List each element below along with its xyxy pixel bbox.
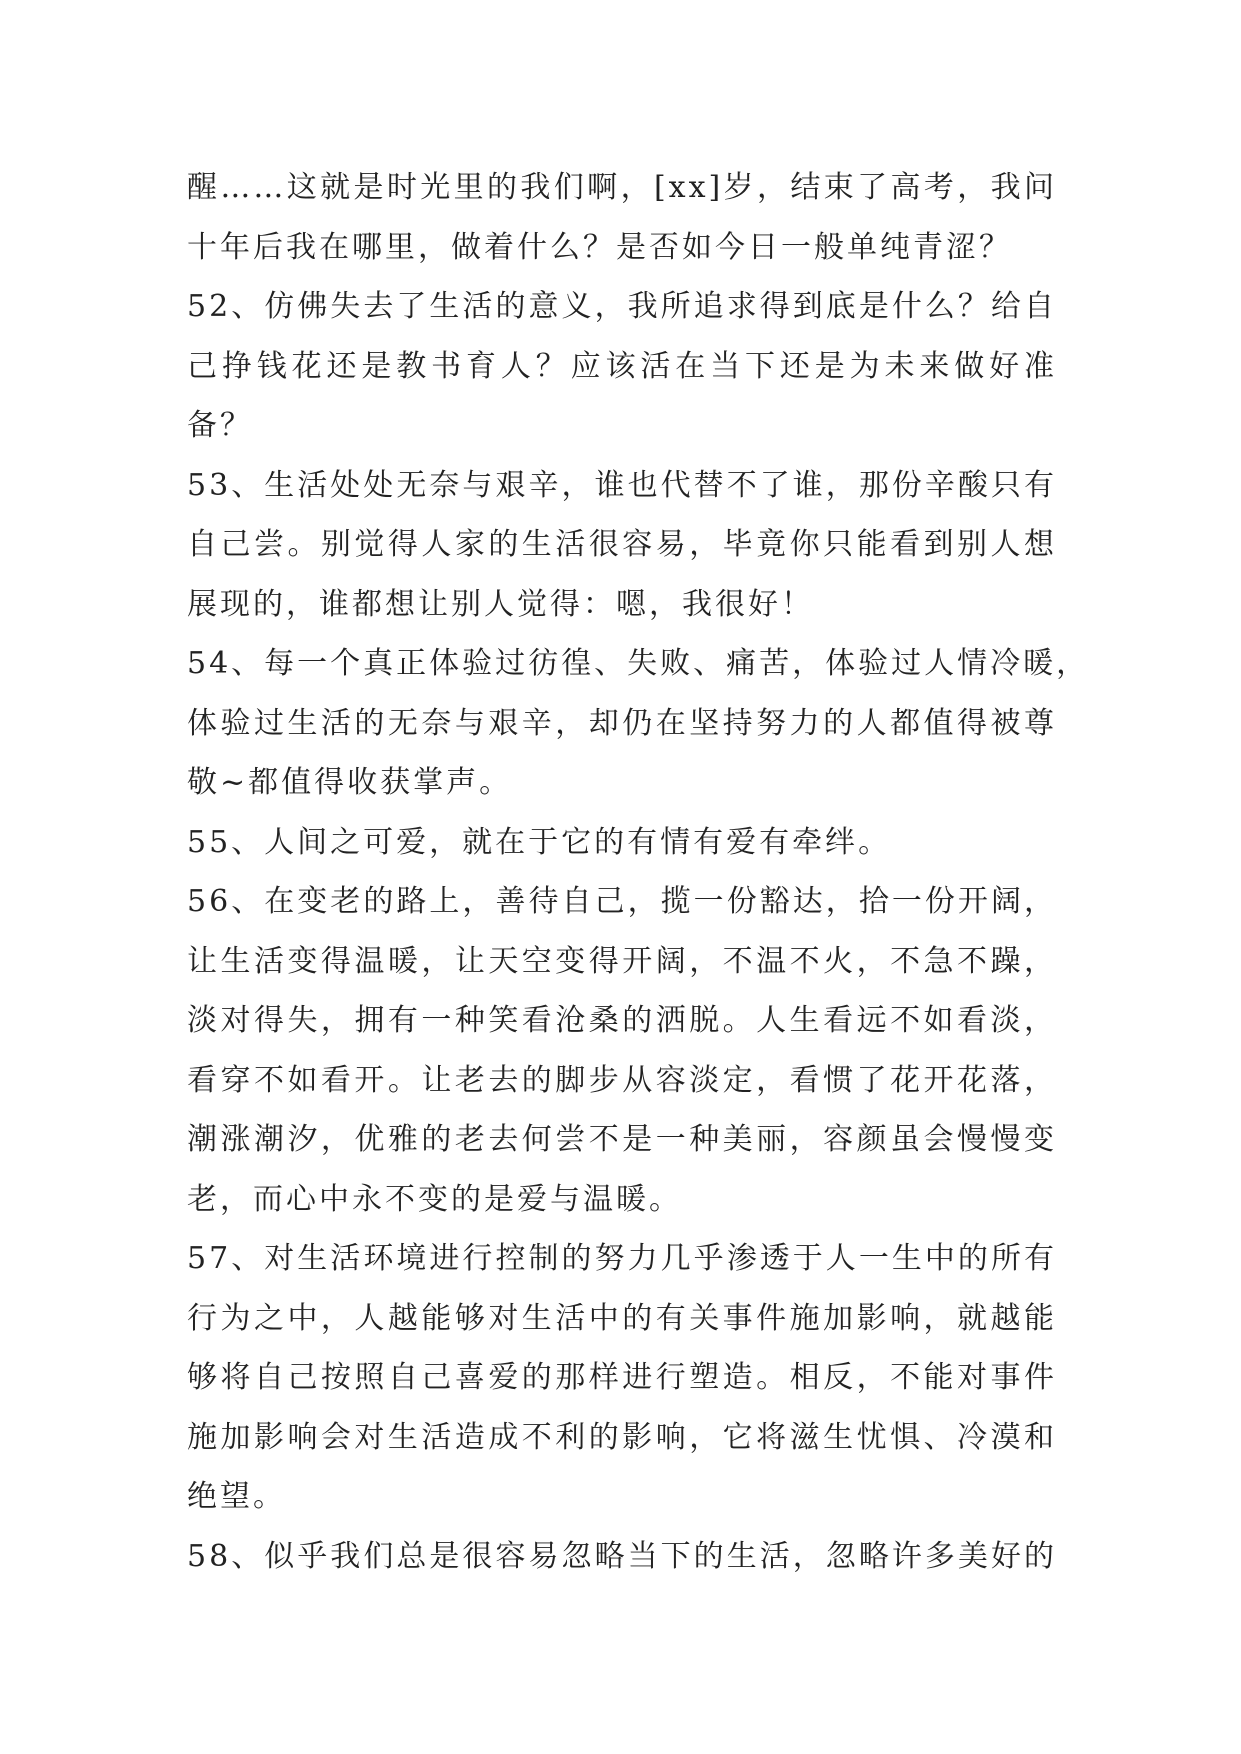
text-line: 备？	[187, 408, 253, 443]
text-line: 己挣钱花还是教书育人？应该活在当下还是为未来做好准	[187, 348, 1057, 384]
text-line: 淡对得失，拥有一种笑看沧桑的洒脱。人生看远不如看淡，	[187, 1003, 1057, 1038]
text-line: 57、对生活环境进行控制的努力几乎渗透于人一生中的所有	[187, 1241, 1057, 1276]
text-line: 体验过生活的无奈与艰辛，却仍在坚持努力的人都值得被尊	[187, 705, 1057, 741]
text-line: 54、每一个真正体验过彷徨、失败、痛苦，体验过人情冷暖，	[187, 646, 1090, 681]
text-line: 绝望。	[187, 1479, 286, 1514]
text-line: 敬~都值得收获掌声。	[187, 765, 513, 800]
text-line: 53、生活处处无奈与艰辛，谁也代替不了谁，那份辛酸只有	[187, 467, 1057, 503]
text-line: 58、似乎我们总是很容易忽略当下的生活，忽略许多美好的	[187, 1538, 1057, 1574]
text-line: 52、仿佛失去了生活的意义，我所追求得到底是什么？给自	[187, 289, 1057, 324]
text-line: 潮涨潮汐，优雅的老去何尝不是一种美丽，容颜虽会慢慢变	[187, 1122, 1057, 1157]
text-line: 让生活变得温暖，让天空变得开阔，不温不火，不急不躁，	[187, 943, 1057, 979]
text-line: 56、在变老的路上，善待自己，揽一份豁达，拾一份开阔，	[187, 884, 1057, 919]
text-line: 自己尝。别觉得人家的生活很容易，毕竟你只能看到别人想	[187, 527, 1057, 562]
text-line: 看穿不如看开。让老去的脚步从容淡定，看惯了花开花落，	[187, 1062, 1057, 1098]
text-line: 老，而心中永不变的是爱与温暖。	[187, 1181, 682, 1217]
text-line: 施加影响会对生活造成不利的影响，它将滋生忧惧、冷漠和	[187, 1419, 1057, 1455]
text-line: 行为之中，人越能够对生活中的有关事件施加影响，就越能	[187, 1300, 1057, 1336]
text-line: 够将自己按照自己喜爱的那样进行塑造。相反，不能对事件	[187, 1360, 1057, 1395]
body-text	[187, 158, 1090, 1586]
text-line: 十年后我在哪里，做着什么？是否如今日一般单纯青涩？	[187, 229, 1012, 265]
text-line: 展现的，谁都想让别人觉得：嗯，我很好！	[187, 586, 814, 622]
text-line: 醒……这就是时光里的我们啊，[xx]岁，结束了高考，我问	[187, 170, 1057, 205]
text-line: 55、人间之可爱，就在于它的有情有爱有牵绊。	[187, 824, 892, 860]
